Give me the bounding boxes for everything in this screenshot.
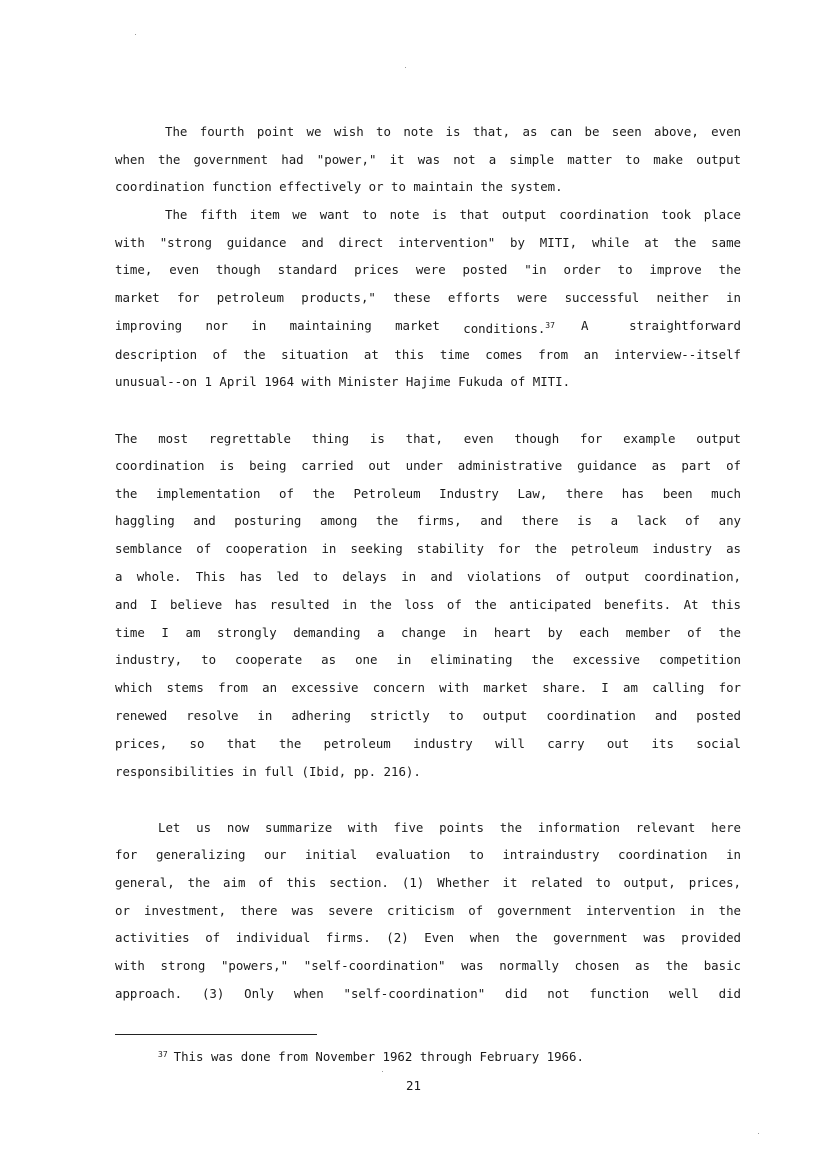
text-line: the implementation of the Petroleum Industry Law, there has been much xyxy=(115,486,741,501)
text-line: activities of individual firms. (2) Even when the government was provided xyxy=(115,930,741,945)
text-line: haggling and posturing among the firms, and there is a lack of any xyxy=(115,513,741,528)
footnote-text: This was done from November 1962 through February 1966. xyxy=(173,1049,584,1064)
text-line: industry, to cooperate as one in eliminating the excessive competition xyxy=(115,652,741,667)
text-line: Let us now summarize with five points the information relevant here xyxy=(158,820,741,835)
text-line: semblance of cooperation in seeking stability for the petroleum industry as xyxy=(115,541,741,556)
scan-speck xyxy=(758,1133,759,1134)
scan-speck xyxy=(405,67,406,68)
text-line: responsibilities in full (Ibid, pp. 216). xyxy=(115,764,421,779)
text-line: with strong "powers," "self-coordination" was normally chosen as the basic xyxy=(115,958,741,973)
text-line: The most regrettable thing is that, even though for example output xyxy=(115,431,741,446)
text-line: renewed resolve in adhering strictly to output coordination and posted xyxy=(115,708,741,723)
text-fragment: nor xyxy=(205,318,228,333)
text-line: The fourth point we wish to note is that, as can be seen above, even xyxy=(165,124,741,139)
text-line: general, the aim of this section. (1) Whether it related to output, prices, xyxy=(115,875,741,890)
text-line: prices, so that the petroleum industry will carry out its social xyxy=(115,736,741,751)
text-line: and I believe has resulted in the loss of the anticipated benefits. At this xyxy=(115,597,741,612)
text-line: with "strong guidance and direct intervention" by MITI, while at the same xyxy=(115,235,741,250)
text-fragment: in xyxy=(251,318,267,333)
text-line: market for petroleum products," these efforts were successful neither in xyxy=(115,290,741,305)
footnote-mark: 37 xyxy=(158,1050,168,1059)
text-line: coordination function effectively or to maintain the system. xyxy=(115,179,563,194)
text-line: time I am strongly demanding a change in heart by each member of the xyxy=(115,625,741,640)
footnote-reference: 37 xyxy=(545,321,555,330)
text-line: which stems from an excessive concern with market share. I am calling for xyxy=(115,680,741,695)
text-line: coordination is being carried out under administrative guidance as part of xyxy=(115,458,741,473)
text-line: for generalizing our initial evaluation to intraindustry coordination in xyxy=(115,847,741,862)
footnote xyxy=(158,1045,584,1065)
text-line-with-footnote-ref xyxy=(115,316,741,336)
text-line: when the government had "power," it was not a simple matter to make output xyxy=(115,152,741,167)
text-line: unusual--on 1 April 1964 with Minister Hajime Fukuda of MITI. xyxy=(115,374,571,389)
text-line: description of the situation at this time comes from an interview--itself xyxy=(115,347,741,362)
text-fragment: conditions. xyxy=(463,321,546,336)
scan-speck xyxy=(382,1071,383,1072)
page-number: 21 xyxy=(406,1078,421,1093)
text-line: approach. (3) Only when "self-coordination" did not function well did xyxy=(115,986,741,1001)
text-fragment: maintaining xyxy=(289,318,372,333)
scan-speck xyxy=(135,34,136,35)
text-fragment: improving xyxy=(115,318,183,333)
text-line: a whole. This has led to delays in and violations of output coordination, xyxy=(115,569,741,584)
footnote-separator xyxy=(115,1034,317,1035)
text-fragment: A straightforward xyxy=(581,318,741,333)
text-fragment: market xyxy=(395,318,440,333)
text-line: The fifth item we want to note is that output coordination took place xyxy=(165,207,741,222)
text-line: or investment, there was severe criticism of government intervention in the xyxy=(115,903,741,918)
text-line: time, even though standard prices were posted "in order to improve the xyxy=(115,262,741,277)
